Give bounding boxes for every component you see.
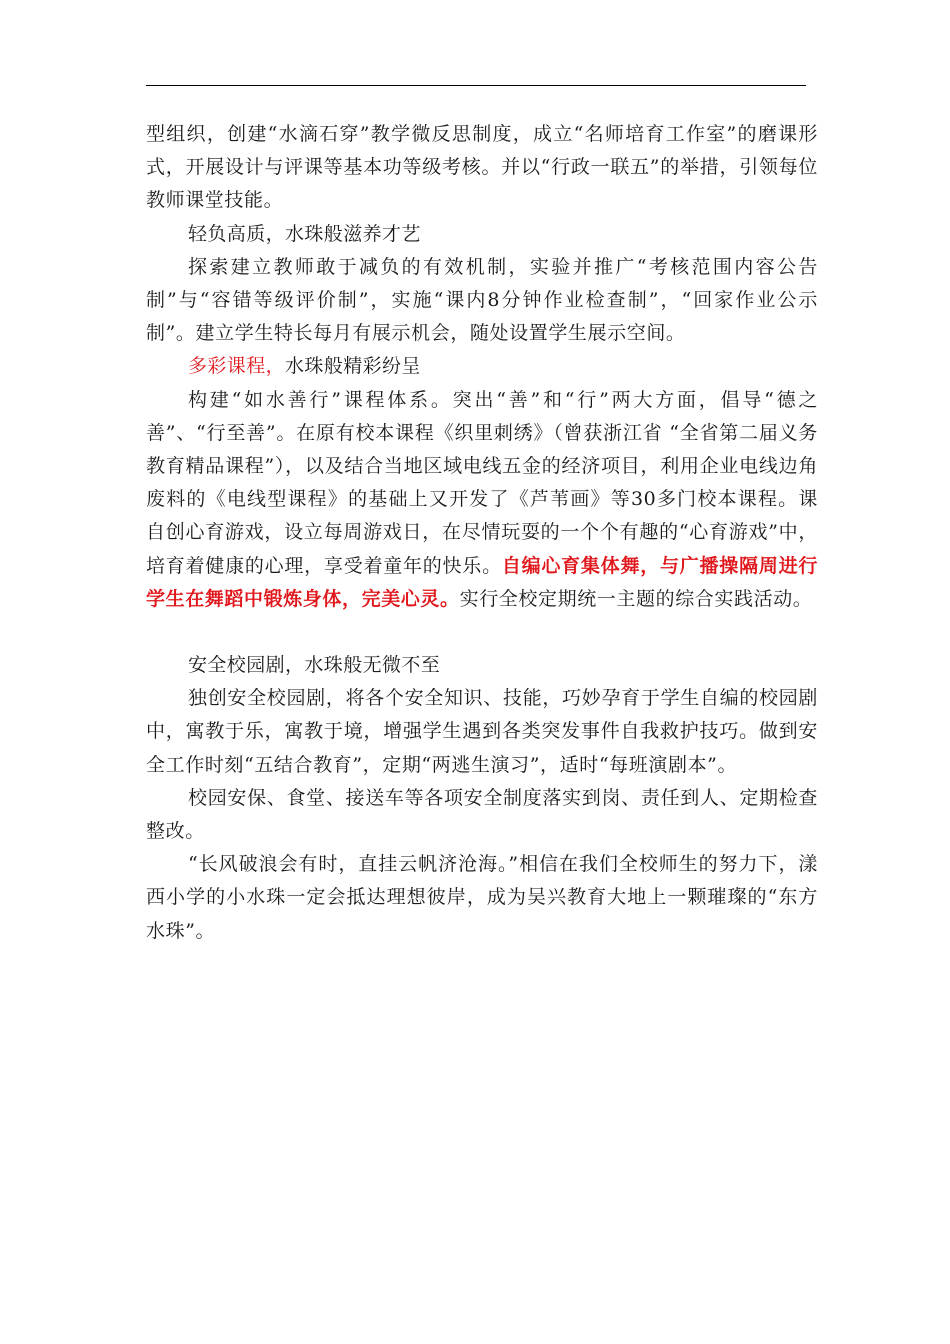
paragraph-curriculum-system: [146, 384, 818, 616]
curriculum-highlight-text: 自编心育集体舞，与广播操隔周进行学生在舞蹈中锻炼身体，完美心灵。: [146, 554, 818, 610]
paragraph-teacher-training: 型组织，创建“水滴石穿”教学微反思制度，成立“名师培育工作室”的磨课形式，开展设计与评课等基本功等级考核。并以“行政一联五”的举措，引领每位教师课堂技能。: [146, 123, 818, 212]
paragraph-gap: [146, 616, 818, 649]
paragraph-burden-reduction: 探索建立教师敢于减负的有效机制，实验并推广“考核范围内容公告制”与“容错等级评价制”，实施“课内8分钟作业检查制”，“回家作业公示制”。建立学生特长每月有展示机会，随处设置学生展示空间。: [146, 255, 818, 345]
document-body: [146, 118, 818, 948]
paragraph-safety-system: 校园安保、食堂、接送车等各项安全制度落实到岗、责任到人、定期检查整改。: [146, 786, 818, 843]
heading-safety-drama: 安全校园剧，水珠般无微不至: [188, 654, 441, 677]
curriculum-tail-text: 实行全校定期统一主题的综合实践活动。: [459, 587, 813, 610]
curriculum-main-text: 构建“如水善行”课程体系。突出“善”和“行”两大方面，倡导“德之善”、“行至善”。在原有校本课程《织里刺绣》（曾获浙江省 “全省第二届义务教育精品课程”），以及结合当地区域电线五金的经济项目，利用企业电线边角废料的《电线型课程》的基础上又开发了《芦苇画》等30多门校本课程。课自创心育游戏，设立每周游戏日，在尽情玩耍的一个个有趣的“心育游戏”中，培育着健康的心理，享受着童年的快乐。: [146, 388, 818, 577]
heading-diverse-curriculum: [146, 350, 818, 383]
heading-diverse-curriculum-rest: 水珠般精彩纷呈: [285, 355, 421, 378]
heading-diverse-curriculum-red: 多彩课程，: [188, 355, 286, 378]
paragraph-safety-drama: 独创安全校园剧，将各个安全知识、技能，巧妙孕育于学生自编的校园剧中，寓教于乐，寓教于境，增强学生遇到各类突发事件自我救护技巧。做到安全工作时刻“五结合教育”，定期“两逃生演习”，适时“每班演剧本”。: [146, 687, 818, 776]
header-rule: [146, 85, 806, 86]
paragraph-closing: “长风破浪会有时，直挂云帆济沧海。”相信在我们全校师生的努力下，漾西小学的小水珠一定会抵达理想彼岸，成为吴兴教育大地上一颗璀璨的“东方水珠”。: [146, 853, 818, 942]
heading-light-burden: 轻负高质，水珠般滋养才艺: [188, 222, 421, 245]
